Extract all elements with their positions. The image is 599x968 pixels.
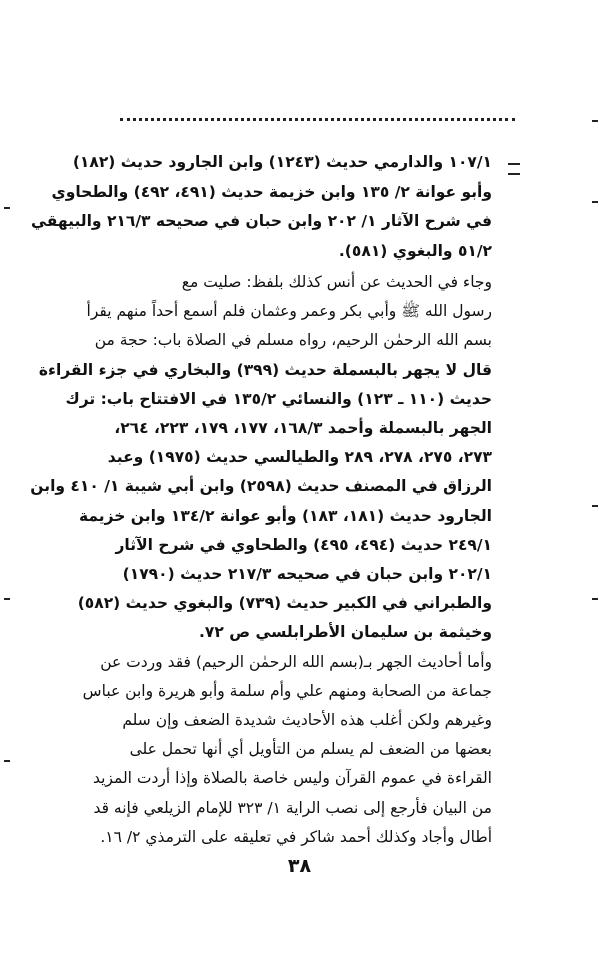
- footnote-line: في شرح الآثار ١/ ٢٠٢ وابن حبان في صحيحه ٢١٦/٣ والبيهقي: [31, 212, 492, 231]
- body-line: رسول الله ﷺ وأبي بكر وعمر وعثمان فلم أسمع أحداً منهم يقرأ: [86, 302, 492, 321]
- body-line: وغيرهم ولكن أغلب هذه الأحاديث شديدة الضعف وإن سلم: [122, 711, 492, 730]
- body-line: الجهر بالبسملة وأحمد ١٦٨/٣، ١٧٧، ١٧٩، ٢٢٣، ٢٦٤،: [114, 419, 492, 438]
- margin-tick: [592, 598, 598, 600]
- footnote-line: ١٠٧/١ والدارمي حديث (١٢٤٣) وابن الجارود حديث (١٨٢): [72, 153, 492, 171]
- body-line: وأما أحاديث الجهر بـ(بسم الله الرحمٰن الرحيم) فقد وردت عن: [100, 652, 492, 671]
- body-line: جماعة من الصحابة ومنهم علي وأم سلمة وأبو هريرة وابن عباس: [82, 681, 492, 700]
- body-text-block: [30, 268, 492, 852]
- dotted-separator: [120, 118, 515, 121]
- body-line: القراءة في عموم القرآن وليس خاصة بالصلاة وإذا أردت المزيد: [92, 769, 492, 788]
- footnote-line: ٥١/٢ والبغوي (٥٨١).: [338, 241, 492, 260]
- body-line: حديث (١١٠ ـ ١٢٣) والنسائي ١٣٥/٢ في الافتتاح باب: ترك: [65, 389, 492, 408]
- body-line: بسم الله الرحمٰن الرحيم، رواه مسلم في الصلاة باب: حجة من: [94, 331, 492, 350]
- body-line: ٢٠٢/١ وابن حبان في صحيحه ٢١٧/٣ حديث (١٧٩٠): [122, 565, 492, 584]
- margin-tick: [4, 598, 10, 600]
- margin-tick: [592, 120, 598, 122]
- body-line: قال لا يجهر بالبسملة حديث (٣٩٩) والبخاري في جزء القراءة: [38, 360, 492, 379]
- body-line: وخيثمة بن سليمان الأطرابلسي ص ٧٢.: [198, 623, 492, 642]
- margin-tick: [592, 201, 598, 203]
- body-line: ٢٧٣، ٢٧٥، ٢٧٨، ٢٨٩ والطيالسي حديث (١٩٧٥) وعبد: [107, 448, 492, 467]
- page-number: ٣٨: [287, 855, 312, 877]
- body-line: بعضها من الضعف لم يسلم من التأويل أي أنها تحمل على: [129, 740, 492, 759]
- body-line: أطال وأجاد وكذلك أحمد شاكر في تعليقه على الترمذي ٢/ ١٦.: [100, 827, 492, 846]
- body-line: من البيان فأرجع إلى نصب الراية ١/ ٣٢٣ للإمام الزيلعي فإنه قد: [93, 798, 492, 817]
- body-line: الجارود حديث (١٨١، ١٨٣) وأبو عوانة ١٣٤/٢ وابن خزيمة: [78, 506, 492, 525]
- body-line: الرزاق في المصنف حديث (٢٥٩٨) وابن أبي شيبة ١/ ٤١٠ وابن: [30, 477, 492, 496]
- body-line: والطبراني في الكبير حديث (٧٣٩) والبغوي حديث (٥٨٢): [77, 594, 492, 613]
- body-line: وجاء في الحديث عن أنس كذلك بلفظ: صليت مع: [181, 273, 492, 291]
- footnote-block: [31, 148, 492, 266]
- footnote-line: وأبو عوانة ٢/ ١٣٥ وابن خزيمة حديث (٤٩١، ٤٩٢) والطحاوي: [51, 182, 492, 201]
- equals-mark: [508, 163, 520, 175]
- margin-tick: [4, 207, 10, 209]
- margin-tick: [4, 760, 10, 762]
- margin-tick: [592, 505, 598, 507]
- body-line: ٢٤٩/١ حديث (٤٩٤، ٤٩٥) والطحاوي في شرح الآثار: [115, 535, 492, 554]
